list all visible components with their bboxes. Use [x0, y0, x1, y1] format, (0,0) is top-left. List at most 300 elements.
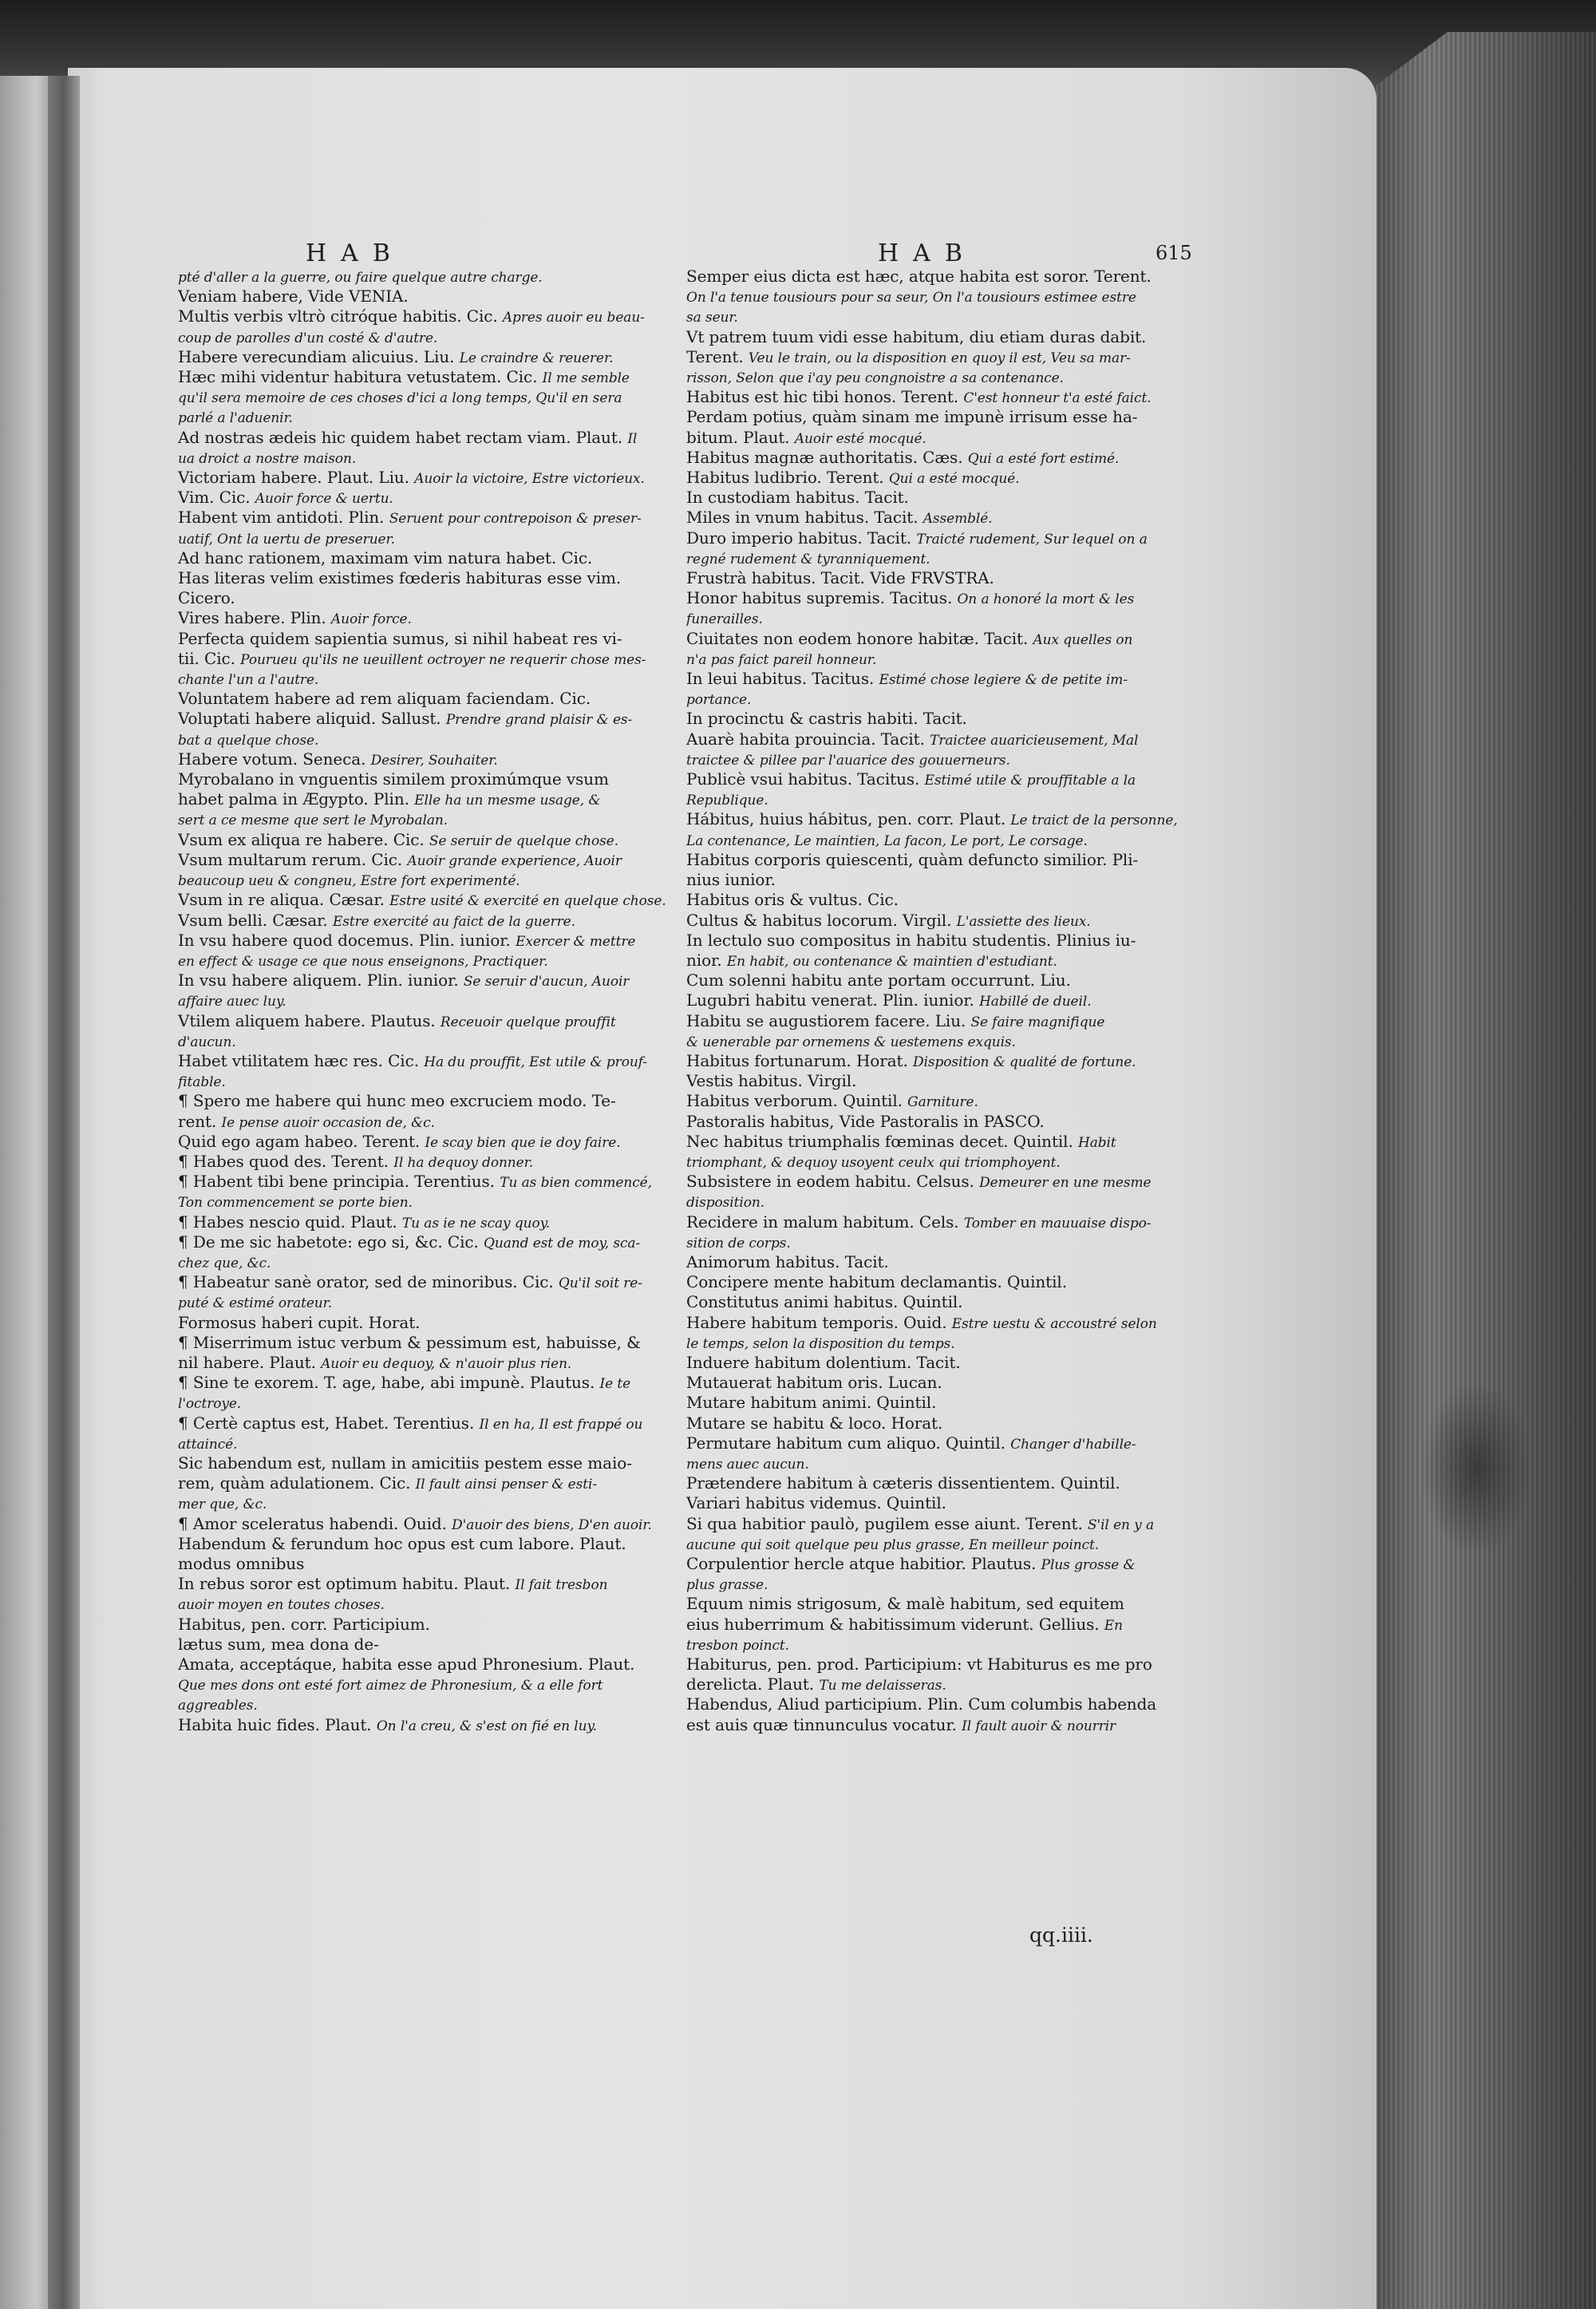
latin-text: nior. [686, 951, 722, 970]
latin-text: eius huberrimum & habitissimum viderunt. Gellius. [686, 1615, 1100, 1634]
french-gloss: Traictee auaricieusement, Mal [930, 732, 1139, 749]
dictionary-line [178, 1213, 705, 1233]
running-head-left: HAB [306, 239, 405, 267]
french-gloss: regné rudement & tyranniquement. [686, 551, 930, 567]
french-gloss: sert a ce mesme que sert le Myrobalan. [178, 812, 448, 829]
dictionary-line [178, 549, 705, 569]
french-gloss: puté & estimé orateur. [178, 1295, 333, 1312]
dictionary-line [178, 750, 705, 770]
latin-text: Frustrà habitus. Tacit. Vide FRVSTRA. [686, 569, 994, 588]
latin-text: Habere votum. Seneca. [178, 749, 366, 769]
french-gloss: Il en ha, Il est frappé ou [479, 1416, 643, 1433]
dictionary-line [686, 1314, 1191, 1334]
french-gloss: Auoir force. [330, 611, 412, 628]
latin-text: est auis quæ tinnunculus vocatur. [686, 1715, 957, 1734]
dictionary-line [686, 1233, 1191, 1253]
latin-text: Vim. Cic. [178, 488, 251, 508]
latin-text: Prætendere habitum à cæteris dissentientem. Quintil. [686, 1474, 1120, 1493]
dictionary-line [178, 1133, 705, 1153]
latin-text: nius iunior. [686, 871, 776, 890]
dictionary-line [686, 1555, 1191, 1575]
french-gloss: Disposition & qualité de fortune. [912, 1054, 1136, 1070]
french-gloss: sa seur. [686, 310, 738, 326]
latin-text: Lugubri habitu venerat. Plin. iunior. [686, 991, 974, 1010]
dictionary-line [686, 449, 1191, 469]
dictionary-line [178, 1494, 705, 1514]
french-gloss: Exercer & mettre [516, 933, 636, 950]
french-gloss: Garniture. [907, 1094, 978, 1111]
dictionary-line [686, 1595, 1191, 1615]
latin-text: Cultus & habitus locorum. Virgil. [686, 911, 952, 930]
dictionary-line [178, 1655, 705, 1675]
french-gloss: Ie scay bien que ie doy faire. [425, 1134, 621, 1151]
french-gloss: On a honoré la mort & les [957, 591, 1135, 608]
dictionary-line [686, 630, 1191, 650]
dictionary-line [686, 1334, 1191, 1354]
dictionary-line [178, 1555, 705, 1575]
latin-text: ¶ Habes quod des. Terent. [178, 1152, 389, 1171]
dictionary-line [686, 529, 1191, 549]
latin-text: Vires habere. Plin. [178, 609, 326, 628]
french-gloss: En habit, ou contenance & maintien d'estudiant. [726, 953, 1057, 970]
dictionary-line [178, 991, 705, 1011]
dictionary-line [178, 1454, 705, 1474]
french-gloss: Assemblé. [922, 511, 993, 528]
latin-text: nil habere. Plaut. [178, 1353, 316, 1372]
dictionary-line [686, 1092, 1191, 1112]
latin-text: Vsum ex aliqua re habere. Cic. [178, 830, 425, 849]
french-gloss: Apres auoir eu beau- [502, 310, 645, 326]
latin-text: In custodiam habitus. Tacit. [686, 488, 909, 508]
dictionary-line [178, 1354, 705, 1374]
french-gloss: Auoir eu dequoy, & n'auoir plus rien. [321, 1355, 572, 1372]
latin-text: In rebus soror est optimum habitu. Plaut. [178, 1575, 511, 1594]
french-gloss: disposition. [686, 1195, 764, 1212]
dictionary-line [686, 1072, 1191, 1092]
dictionary-line [686, 1474, 1191, 1494]
latin-text: Semper eius dicta est hæc, atque habita est soror. Terent. [686, 267, 1152, 286]
dictionary-line [178, 1414, 705, 1434]
dictionary-line [686, 1655, 1191, 1675]
french-gloss: On l'a tenue tousiours pour sa seur, On l'a tousiours estimee estre [686, 290, 1136, 306]
signature-mark: qq.iiii. [1029, 1924, 1093, 1947]
latin-text: Publicè vsui habitus. Tacitus. [686, 770, 920, 789]
latin-text: ¶ Spero me habere qui hunc meo excruciem modo. Te- [178, 1092, 616, 1111]
dictionary-line [686, 1032, 1191, 1052]
latin-text: Perdam potius, quàm sinam me impunè irrisum esse ha- [686, 408, 1138, 427]
dictionary-line [178, 1434, 705, 1454]
french-gloss: Demeurer en une mesme [979, 1175, 1152, 1192]
page-edge-shadow [1357, 32, 1596, 2309]
dictionary-line [178, 871, 705, 891]
french-gloss: Le craindre & reuerer. [459, 350, 614, 366]
french-gloss: En [1104, 1617, 1123, 1634]
latin-text: Quid ego agam habeo. Terent. [178, 1132, 421, 1151]
dictionary-line [686, 831, 1191, 851]
french-gloss: Elle ha un mesme usage, & [414, 793, 601, 809]
latin-text: ¶ Amor sceleratus habendi. Ouid. [178, 1514, 447, 1533]
latin-text: Corpulentior hercle atque habitior. Plautus. [686, 1555, 1037, 1573]
latin-text: ¶ Sine te exorem. T. age, habe, abi impunè. Plautus. [178, 1374, 595, 1393]
latin-text: Cum solenni habitu ante portam occurrunt. Liu. [686, 971, 1071, 990]
latin-text: Mutare se habitu & loco. Horat. [686, 1413, 943, 1433]
dictionary-line [178, 307, 705, 327]
latin-text: Concipere mente habitum declamantis. Quintil. [686, 1273, 1067, 1292]
dictionary-line [686, 408, 1191, 428]
latin-text: rem, quàm adulationem. Cic. [178, 1474, 411, 1493]
dictionary-line [686, 1414, 1191, 1434]
french-gloss: l'octroye. [178, 1396, 242, 1413]
french-gloss: Ie te [599, 1376, 631, 1393]
dictionary-line [178, 790, 705, 810]
french-gloss: Traicté rudement, Sur lequel on a [916, 531, 1148, 548]
dictionary-line [178, 831, 705, 851]
latin-text: Victoriam habere. Plaut. Liu. [178, 469, 409, 488]
french-gloss: Changer d'habille- [1010, 1436, 1136, 1453]
latin-text: Habitus ludibrio. Terent. [686, 469, 884, 488]
french-gloss: Que mes dons ont esté fort aimez de Phronesium, & a elle fort [178, 1678, 603, 1694]
french-gloss: Il me semble [542, 370, 630, 387]
dictionary-line [178, 650, 705, 670]
dictionary-line [686, 1434, 1191, 1454]
latin-text: In vsu habere quod docemus. Plin. iunior. [178, 931, 511, 950]
dictionary-line [178, 589, 705, 609]
dictionary-line [686, 1192, 1191, 1212]
dictionary-line [178, 1394, 705, 1413]
latin-text: Duro imperio habitus. Tacit. [686, 528, 912, 548]
latin-text: Vestis habitus. Virgil. [686, 1072, 857, 1091]
dictionary-line [686, 1012, 1191, 1032]
french-gloss: le temps, selon la disposition du temps. [686, 1335, 955, 1352]
dictionary-line [686, 549, 1191, 569]
latin-text: Subsistere in eodem habitu. Celsus. [686, 1172, 974, 1192]
latin-text: Miles in vnum habitus. Tacit. [686, 508, 918, 528]
latin-text: Pastoralis habitus, Vide Pastoralis in PASCO. [686, 1112, 1045, 1131]
latin-text: Habere habitum temporis. Ouid. [686, 1313, 947, 1332]
latin-text: Ad nostras ædeis hic quidem habet rectam viam. Plaut. [178, 428, 623, 447]
dictionary-line [686, 750, 1191, 770]
latin-text: In procinctu & castris habiti. Tacit. [686, 710, 967, 729]
dictionary-line [686, 488, 1191, 508]
french-gloss: traictee & pillee par l'auarice des gouuerneurs. [686, 752, 1010, 769]
latin-text: ¶ Habeatur sanè orator, sed de minoribus. Cic. [178, 1273, 554, 1292]
latin-text: ¶ Habent tibi bene principia. Terentius. [178, 1172, 495, 1192]
dictionary-line [686, 790, 1191, 810]
french-gloss: Le traict de la personne, [1010, 812, 1178, 829]
french-gloss: Aux quelles on [1033, 631, 1133, 648]
french-gloss: Il fait tresbon [515, 1577, 608, 1594]
french-gloss: Receuoir quelque prouffit [440, 1014, 616, 1030]
latin-text: rent. [178, 1112, 217, 1131]
french-gloss: coup de parolles d'un costé & d'autre. [178, 330, 438, 346]
latin-text: Mutare habitum animi. Quintil. [686, 1394, 937, 1413]
latin-text: Vtilem aliquem habere. Plautus. [178, 1011, 436, 1030]
dictionary-line [686, 328, 1191, 348]
page-stain [1420, 1381, 1532, 1556]
dictionary-line [178, 1474, 705, 1494]
french-gloss: Auoir la victoire, Estre victorieux. [414, 471, 645, 488]
french-gloss: Estre uestu & accoustré selon [951, 1315, 1157, 1332]
dictionary-line [686, 1133, 1191, 1153]
latin-text: Habitus oris & vultus. Cic. [686, 891, 899, 910]
dictionary-line [686, 1172, 1191, 1192]
dictionary-line [686, 1213, 1191, 1233]
dictionary-line [178, 891, 705, 911]
dictionary-line [686, 1675, 1191, 1695]
dictionary-line [686, 770, 1191, 790]
latin-text: lætus sum, mea dona de- [178, 1635, 379, 1654]
french-gloss: fitable. [178, 1074, 226, 1091]
dictionary-line [178, 267, 705, 287]
french-gloss: aucune qui soit quelque peu plus grasse, En meilleur poinct. [686, 1536, 1100, 1553]
dictionary-line [178, 690, 705, 710]
latin-text: Habendus, Aliud participium. Plin. Cum columbis habenda [686, 1695, 1157, 1714]
dictionary-line [178, 1334, 705, 1354]
dictionary-line [686, 1575, 1191, 1595]
dictionary-line [686, 1052, 1191, 1072]
french-gloss: Qu'il soit re- [558, 1275, 642, 1292]
french-gloss: Il ha dequoy donner. [393, 1154, 534, 1171]
latin-text: Habitus magnæ authoritatis. Cæs. [686, 448, 963, 467]
french-gloss: S'il en y a [1087, 1516, 1155, 1533]
latin-text: Cicero. [178, 589, 235, 608]
dictionary-line [686, 388, 1191, 408]
french-gloss: Prendre grand plaisir & es- [445, 712, 633, 729]
dictionary-line [178, 1635, 705, 1655]
latin-text: Si qua habitior paulò, pugilem esse aiunt. Terent. [686, 1514, 1083, 1533]
latin-text: Variari habitus videmus. Quintil. [686, 1494, 946, 1513]
french-gloss: parlé a l'aduenir. [178, 410, 293, 427]
french-gloss: Il [627, 430, 638, 447]
latin-text: Habitus, pen. corr. Participium. [178, 1615, 430, 1634]
latin-text: ¶ Habes nescio quid. Plaut. [178, 1212, 397, 1232]
dictionary-line [178, 508, 705, 528]
dictionary-line [686, 1394, 1191, 1413]
latin-text: Equum nimis strigosum, & malè habitum, sed equitem [686, 1595, 1124, 1614]
dictionary-line [686, 991, 1191, 1011]
french-gloss: Ton commencement se porte bien. [178, 1195, 413, 1212]
latin-text: In vsu habere aliquem. Plin. iunior. [178, 971, 459, 990]
dictionary-line [178, 1615, 705, 1635]
dictionary-line [178, 1314, 705, 1334]
dictionary-line [178, 388, 705, 408]
dictionary-line [178, 609, 705, 629]
dictionary-line [178, 1293, 705, 1313]
dictionary-line [686, 851, 1191, 871]
dictionary-line [686, 589, 1191, 609]
latin-text: Ad hanc rationem, maximam vim natura habet. Cic. [178, 548, 593, 567]
dictionary-line [178, 328, 705, 348]
dictionary-line [178, 1052, 705, 1072]
page-number: 615 [1156, 242, 1192, 264]
french-gloss: D'auoir des biens, D'en auoir. [452, 1516, 652, 1533]
latin-text: Myrobalano in vnguentis similem proximúmque vsum [178, 770, 609, 789]
french-gloss: affaire auec luy. [178, 994, 286, 1010]
french-gloss: La contenance, Le maintien, La facon, Le port, Le corsage. [686, 832, 1088, 849]
latin-text: In leui habitus. Tacitus. [686, 670, 875, 689]
latin-text: modus omnibus [178, 1555, 305, 1573]
latin-text: Multis verbis vltrò citróque habitis. Cic. [178, 307, 498, 326]
dictionary-line [686, 508, 1191, 528]
french-gloss: funerailles. [686, 611, 763, 628]
french-gloss: Auoir force & uertu. [255, 491, 393, 508]
latin-text: Habitus est hic tibi honos. Terent. [686, 388, 959, 407]
french-gloss: qu'il sera memoire de ces choses d'ici a long temps, Qu'il en sera [178, 390, 622, 407]
french-gloss: Ie pense auoir occasion de, &c. [221, 1114, 435, 1131]
dictionary-line [686, 1253, 1191, 1273]
dictionary-line [686, 429, 1191, 449]
dictionary-line [686, 287, 1191, 307]
dictionary-line [686, 609, 1191, 629]
book-gutter [48, 76, 80, 2309]
french-gloss: Auoir grande experience, Auoir [407, 852, 622, 869]
latin-text: Habere verecundiam alicuius. Liu. [178, 347, 455, 366]
french-gloss: en effect & usage ce que nous enseignons, Practiquer. [178, 953, 548, 970]
latin-text: Hæc mihi videntur habitura vetustatem. Cic. [178, 368, 538, 387]
latin-text: Auarè habita prouincia. Tacit. [686, 729, 925, 749]
french-gloss: n'a pas faict pareil honneur. [686, 651, 877, 668]
dictionary-line [686, 670, 1191, 690]
dictionary-line [178, 670, 705, 690]
dictionary-line [686, 1273, 1191, 1293]
dictionary-line [686, 971, 1191, 991]
french-gloss: Desirer, Souhaiter. [370, 752, 498, 769]
dictionary-line [178, 971, 705, 991]
right-column [686, 267, 1191, 1736]
french-gloss: Tu as ie ne scay quoy. [401, 1215, 551, 1232]
latin-text: Vsum belli. Cæsar. [178, 911, 328, 930]
dictionary-line [178, 1575, 705, 1595]
dictionary-line [178, 810, 705, 830]
latin-text: Sic habendum est, nullam in amicitiis pestem esse maio- [178, 1453, 632, 1473]
dictionary-line [686, 730, 1191, 750]
dictionary-line [178, 1695, 705, 1715]
french-gloss: & uenerable par ornemens & uestemens exquis. [686, 1034, 1016, 1050]
dictionary-line [178, 1675, 705, 1695]
latin-text: Animorum habitus. Tacit. [686, 1252, 889, 1271]
french-gloss: Habit [1078, 1134, 1116, 1151]
dictionary-line [178, 1072, 705, 1092]
dictionary-line [178, 287, 705, 307]
dictionary-line [178, 730, 705, 750]
dictionary-line [178, 951, 705, 971]
latin-text: Veniam habere, Vide VENIA. [178, 287, 409, 306]
french-gloss: chante l'un a l'autre. [178, 672, 319, 689]
french-gloss: Se seruir d'aucun, Auoir [463, 974, 630, 990]
latin-text: Vt patrem tuum vidi esse habitum, diu etiam duras dabit. [686, 327, 1147, 346]
latin-text: Habiturus, pen. prod. Participium: vt Habiturus es me pro [686, 1655, 1152, 1674]
latin-text: Nec habitus triumphalis fœminas decet. Quintil. [686, 1132, 1073, 1151]
dictionary-line [686, 368, 1191, 388]
latin-text: Honor habitus supremis. Tacitus. [686, 589, 953, 608]
latin-text: Amata, acceptáque, habita esse apud Phronesium. Plaut. [178, 1655, 635, 1674]
dictionary-line [178, 851, 705, 871]
dictionary-line [686, 569, 1191, 589]
dictionary-line [686, 469, 1191, 488]
dictionary-line [178, 1172, 705, 1192]
dictionary-line [178, 931, 705, 951]
dictionary-line [178, 770, 705, 790]
dictionary-line [178, 1273, 705, 1293]
french-gloss: risson, Selon que i'ay peu congnoistre a sa contenance. [686, 370, 1064, 387]
french-gloss: mens auec aucun. [686, 1456, 809, 1473]
french-gloss: auoir moyen en toutes choses. [178, 1597, 385, 1614]
dictionary-line [686, 307, 1191, 327]
french-gloss: Tu as bien commencé, [500, 1175, 652, 1192]
french-gloss: Se faire magnifique [970, 1014, 1105, 1030]
french-gloss: Qui a esté fort estimé. [967, 450, 1120, 467]
dictionary-line [178, 408, 705, 428]
french-gloss: aggreables. [178, 1698, 258, 1714]
running-head-right: HAB [878, 239, 977, 267]
french-gloss: tresbon poinct. [686, 1637, 789, 1654]
dictionary-line [686, 1494, 1191, 1514]
latin-text: Habita huic fides. Plaut. [178, 1715, 372, 1734]
dictionary-line [686, 1454, 1191, 1474]
latin-text: In lectulo suo compositus in habitu studentis. Plinius iu- [686, 931, 1136, 950]
dictionary-line [178, 488, 705, 508]
latin-text: Habitu se augustiorem facere. Liu. [686, 1011, 966, 1030]
french-gloss: C'est honneur t'a esté faict. [963, 390, 1152, 407]
french-gloss: Auoir esté mocqué. [794, 430, 926, 447]
latin-text: Habitus corporis quiescenti, quàm defuncto similior. Pli- [686, 850, 1139, 869]
dictionary-line [686, 951, 1191, 971]
french-gloss: triomphant, & dequoy usoyent ceulx qui triomphoyent. [686, 1154, 1061, 1171]
french-gloss: Il fault ainsi penser & esti- [415, 1477, 597, 1493]
dictionary-line [178, 710, 705, 729]
dictionary-line [686, 1153, 1191, 1172]
dictionary-line [178, 1032, 705, 1052]
dictionary-line [178, 368, 705, 388]
french-gloss: Tomber en mauuaise dispo- [963, 1215, 1152, 1232]
dictionary-line [178, 630, 705, 650]
latin-text: Formosus haberi cupit. Horat. [178, 1313, 421, 1332]
latin-text: Vsum in re aliqua. Cæsar. [178, 891, 385, 910]
french-gloss: portance. [686, 692, 752, 709]
latin-text: Habitus fortunarum. Horat. [686, 1051, 908, 1070]
dictionary-line [686, 1615, 1191, 1635]
french-gloss: Il fault auoir & nourrir [962, 1718, 1116, 1734]
dictionary-line [178, 449, 705, 469]
latin-text: Permutare habitum cum aliquo. Quintil. [686, 1433, 1005, 1453]
dictionary-line [178, 1253, 705, 1273]
latin-text: Habitus verborum. Quintil. [686, 1092, 903, 1111]
dictionary-line [178, 1012, 705, 1032]
dictionary-line [686, 650, 1191, 670]
french-gloss: Ha du prouffit, Est utile & prouf- [424, 1054, 647, 1070]
latin-text: Vsum multarum rerum. Cic. [178, 850, 403, 869]
dictionary-line [686, 810, 1191, 830]
latin-text: Terent. [686, 347, 744, 366]
dictionary-line [178, 429, 705, 449]
latin-text: ¶ De me sic habetote: ego si, &c. Cic. [178, 1232, 479, 1251]
dictionary-line [686, 1515, 1191, 1535]
french-gloss: Plus grosse & [1041, 1557, 1136, 1573]
dictionary-line [178, 348, 705, 368]
latin-text: Mutauerat habitum oris. Lucan. [686, 1374, 942, 1393]
dictionary-line [686, 931, 1191, 951]
french-gloss: mer que, &c. [178, 1497, 267, 1513]
dictionary-line [686, 891, 1191, 911]
latin-text: Ciuitates non eodem honore habitæ. Tacit. [686, 629, 1029, 648]
dictionary-line [178, 1374, 705, 1394]
latin-text: Perfecta quidem sapientia sumus, si nihil habeat res vi- [178, 629, 622, 648]
dictionary-line [178, 1192, 705, 1212]
dictionary-line [178, 1716, 705, 1736]
dictionary-line [686, 871, 1191, 891]
dictionary-line [686, 690, 1191, 710]
french-gloss: pté d'aller a la guerre, ou faire quelque autre charge. [178, 270, 543, 286]
